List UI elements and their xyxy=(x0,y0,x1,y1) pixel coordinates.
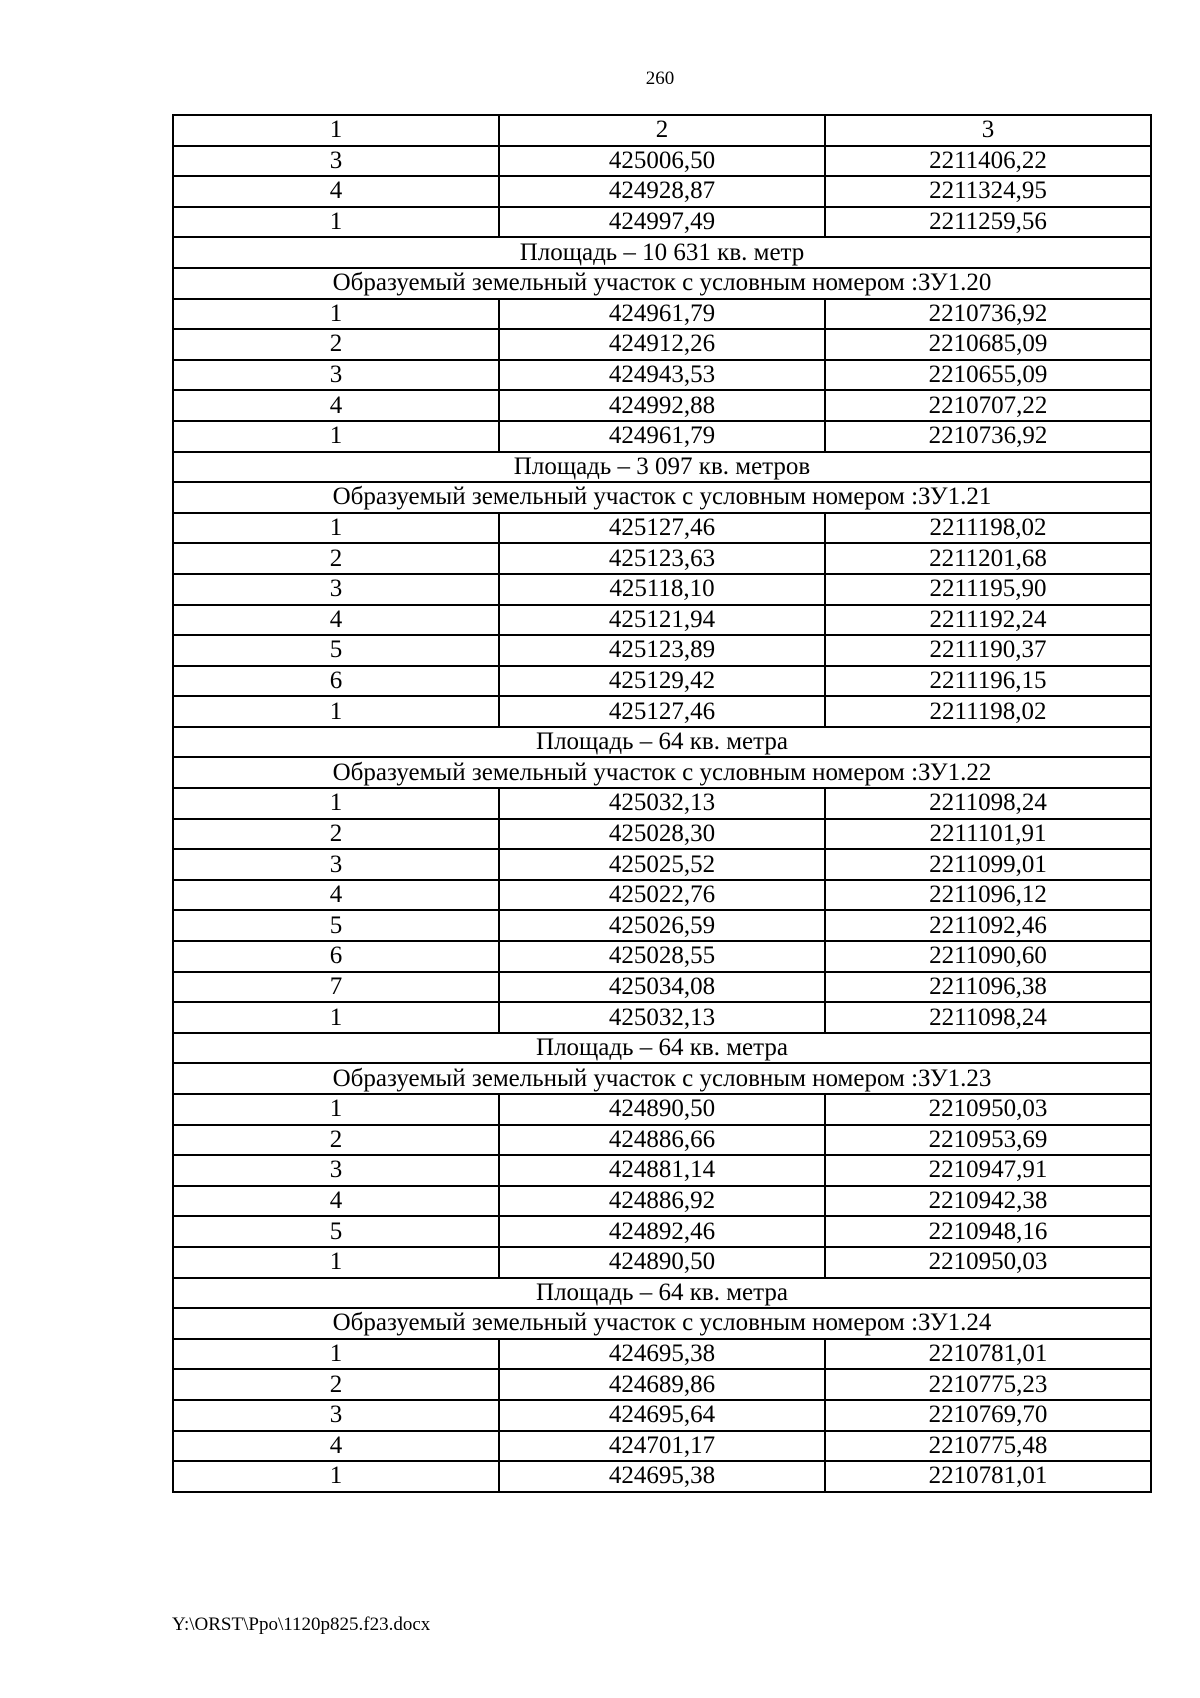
point-number-cell: 1 xyxy=(173,1339,499,1370)
table-row xyxy=(173,360,1151,391)
point-number-cell: 2 xyxy=(173,543,499,574)
point-number-cell: 4 xyxy=(173,880,499,911)
table-row xyxy=(173,1125,1151,1156)
x-coordinate-cell: 425032,13 xyxy=(499,788,825,819)
table-row xyxy=(173,146,1151,177)
table-caption-row xyxy=(173,482,1151,513)
table-row xyxy=(173,696,1151,727)
point-number-cell: 4 xyxy=(173,1431,499,1462)
point-number-cell: 3 xyxy=(173,146,499,177)
table-caption-row xyxy=(173,452,1151,483)
x-coordinate-cell: 424890,50 xyxy=(499,1094,825,1125)
table-row xyxy=(173,849,1151,880)
y-coordinate-cell: 2211101,91 xyxy=(825,819,1151,850)
x-coordinate-cell: 424881,14 xyxy=(499,1155,825,1186)
table-row xyxy=(173,1155,1151,1186)
y-coordinate-cell: 2210736,92 xyxy=(825,421,1151,452)
x-coordinate-cell: 425032,13 xyxy=(499,1002,825,1033)
x-coordinate-cell: 424689,86 xyxy=(499,1369,825,1400)
x-coordinate-cell: 424695,38 xyxy=(499,1461,825,1492)
y-coordinate-cell: 2211096,12 xyxy=(825,880,1151,911)
x-coordinate-cell: 424886,66 xyxy=(499,1125,825,1156)
y-coordinate-cell: 2210948,16 xyxy=(825,1216,1151,1247)
point-number-cell: 6 xyxy=(173,666,499,697)
table-row xyxy=(173,390,1151,421)
y-coordinate-cell: 2210769,70 xyxy=(825,1400,1151,1431)
caption-cell: Площадь – 64 кв. метра xyxy=(173,1033,1151,1064)
table-row xyxy=(173,1431,1151,1462)
table-row xyxy=(173,513,1151,544)
point-number-cell: 5 xyxy=(173,910,499,941)
table-row xyxy=(173,1400,1151,1431)
x-coordinate-cell: 425127,46 xyxy=(499,696,825,727)
table-row xyxy=(173,666,1151,697)
point-number-cell: 3 xyxy=(173,1400,499,1431)
y-coordinate-cell: 2211090,60 xyxy=(825,941,1151,972)
x-coordinate-cell: 425123,89 xyxy=(499,635,825,666)
header-cell-point: 1 xyxy=(173,115,499,146)
y-coordinate-cell: 2211195,90 xyxy=(825,574,1151,605)
x-coordinate-cell: 425028,55 xyxy=(499,941,825,972)
y-coordinate-cell: 2211098,24 xyxy=(825,788,1151,819)
table-header-row xyxy=(173,115,1151,146)
y-coordinate-cell: 2210947,91 xyxy=(825,1155,1151,1186)
x-coordinate-cell: 424961,79 xyxy=(499,421,825,452)
point-number-cell: 2 xyxy=(173,1125,499,1156)
point-number-cell: 1 xyxy=(173,513,499,544)
point-number-cell: 3 xyxy=(173,849,499,880)
coordinates-table xyxy=(172,114,1152,1493)
y-coordinate-cell: 2211406,22 xyxy=(825,146,1151,177)
table-row xyxy=(173,1186,1151,1217)
table-row xyxy=(173,1002,1151,1033)
table-row xyxy=(173,880,1151,911)
caption-cell: Образуемый земельный участок с условным номером :ЗУ1.20 xyxy=(173,268,1151,299)
point-number-cell: 1 xyxy=(173,696,499,727)
y-coordinate-cell: 2211092,46 xyxy=(825,910,1151,941)
x-coordinate-cell: 425025,52 xyxy=(499,849,825,880)
x-coordinate-cell: 424892,46 xyxy=(499,1216,825,1247)
y-coordinate-cell: 2210781,01 xyxy=(825,1461,1151,1492)
table-row xyxy=(173,329,1151,360)
caption-cell: Образуемый земельный участок с условным номером :ЗУ1.23 xyxy=(173,1063,1151,1094)
y-coordinate-cell: 2210775,23 xyxy=(825,1369,1151,1400)
point-number-cell: 2 xyxy=(173,819,499,850)
point-number-cell: 1 xyxy=(173,299,499,330)
caption-cell: Образуемый земельный участок с условным номером :ЗУ1.24 xyxy=(173,1308,1151,1339)
point-number-cell: 4 xyxy=(173,176,499,207)
table-caption-row xyxy=(173,727,1151,758)
y-coordinate-cell: 2210781,01 xyxy=(825,1339,1151,1370)
x-coordinate-cell: 425127,46 xyxy=(499,513,825,544)
y-coordinate-cell: 2210685,09 xyxy=(825,329,1151,360)
y-coordinate-cell: 2210655,09 xyxy=(825,360,1151,391)
x-coordinate-cell: 425022,76 xyxy=(499,880,825,911)
y-coordinate-cell: 2210953,69 xyxy=(825,1125,1151,1156)
x-coordinate-cell: 424992,88 xyxy=(499,390,825,421)
table-row xyxy=(173,1247,1151,1278)
table-row xyxy=(173,574,1151,605)
x-coordinate-cell: 425026,59 xyxy=(499,910,825,941)
point-number-cell: 1 xyxy=(173,788,499,819)
point-number-cell: 5 xyxy=(173,1216,499,1247)
x-coordinate-cell: 425118,10 xyxy=(499,574,825,605)
x-coordinate-cell: 424695,64 xyxy=(499,1400,825,1431)
table-row xyxy=(173,788,1151,819)
table-row xyxy=(173,1216,1151,1247)
table-row xyxy=(173,1094,1151,1125)
caption-cell: Площадь – 64 кв. метра xyxy=(173,1278,1151,1309)
x-coordinate-cell: 424928,87 xyxy=(499,176,825,207)
table-row xyxy=(173,1339,1151,1370)
table-row xyxy=(173,635,1151,666)
table-row xyxy=(173,543,1151,574)
y-coordinate-cell: 2211324,95 xyxy=(825,176,1151,207)
y-coordinate-cell: 2210950,03 xyxy=(825,1247,1151,1278)
point-number-cell: 4 xyxy=(173,390,499,421)
x-coordinate-cell: 424890,50 xyxy=(499,1247,825,1278)
caption-cell: Площадь – 64 кв. метра xyxy=(173,727,1151,758)
x-coordinate-cell: 425028,30 xyxy=(499,819,825,850)
point-number-cell: 7 xyxy=(173,972,499,1003)
point-number-cell: 6 xyxy=(173,941,499,972)
table-caption-row xyxy=(173,1063,1151,1094)
table-row xyxy=(173,972,1151,1003)
caption-cell: Образуемый земельный участок с условным номером :ЗУ1.22 xyxy=(173,757,1151,788)
point-number-cell: 1 xyxy=(173,1002,499,1033)
table-row xyxy=(173,941,1151,972)
x-coordinate-cell: 425121,94 xyxy=(499,605,825,636)
page-number: 260 xyxy=(645,68,675,89)
point-number-cell: 3 xyxy=(173,574,499,605)
x-coordinate-cell: 424695,38 xyxy=(499,1339,825,1370)
caption-cell: Образуемый земельный участок с условным номером :ЗУ1.21 xyxy=(173,482,1151,513)
x-coordinate-cell: 424961,79 xyxy=(499,299,825,330)
table-caption-row xyxy=(173,1308,1151,1339)
point-number-cell: 3 xyxy=(173,1155,499,1186)
y-coordinate-cell: 2210950,03 xyxy=(825,1094,1151,1125)
point-number-cell: 1 xyxy=(173,1247,499,1278)
y-coordinate-cell: 2210707,22 xyxy=(825,390,1151,421)
y-coordinate-cell: 2211099,01 xyxy=(825,849,1151,880)
table-caption-row xyxy=(173,237,1151,268)
coordinates-table-body xyxy=(173,115,1151,1492)
point-number-cell: 2 xyxy=(173,1369,499,1400)
table-row xyxy=(173,1461,1151,1492)
x-coordinate-cell: 424912,26 xyxy=(499,329,825,360)
table-row xyxy=(173,299,1151,330)
table-row xyxy=(173,1369,1151,1400)
table-row xyxy=(173,910,1151,941)
y-coordinate-cell: 2211198,02 xyxy=(825,696,1151,727)
table-row xyxy=(173,176,1151,207)
header-cell-x: 2 xyxy=(499,115,825,146)
x-coordinate-cell: 425129,42 xyxy=(499,666,825,697)
point-number-cell: 1 xyxy=(173,1461,499,1492)
point-number-cell: 1 xyxy=(173,1094,499,1125)
point-number-cell: 1 xyxy=(173,207,499,238)
point-number-cell: 1 xyxy=(173,421,499,452)
x-coordinate-cell: 424943,53 xyxy=(499,360,825,391)
table-caption-row xyxy=(173,268,1151,299)
x-coordinate-cell: 424997,49 xyxy=(499,207,825,238)
caption-cell: Площадь – 10 631 кв. метр xyxy=(173,237,1151,268)
y-coordinate-cell: 2211190,37 xyxy=(825,635,1151,666)
x-coordinate-cell: 425123,63 xyxy=(499,543,825,574)
x-coordinate-cell: 424886,92 xyxy=(499,1186,825,1217)
x-coordinate-cell: 424701,17 xyxy=(499,1431,825,1462)
y-coordinate-cell: 2211259,56 xyxy=(825,207,1151,238)
point-number-cell: 2 xyxy=(173,329,499,360)
point-number-cell: 5 xyxy=(173,635,499,666)
y-coordinate-cell: 2210942,38 xyxy=(825,1186,1151,1217)
x-coordinate-cell: 425006,50 xyxy=(499,146,825,177)
point-number-cell: 4 xyxy=(173,605,499,636)
table-row xyxy=(173,605,1151,636)
y-coordinate-cell: 2211096,38 xyxy=(825,972,1151,1003)
table-row xyxy=(173,207,1151,238)
y-coordinate-cell: 2211098,24 xyxy=(825,1002,1151,1033)
y-coordinate-cell: 2211201,68 xyxy=(825,543,1151,574)
header-cell-y: 3 xyxy=(825,115,1151,146)
caption-cell: Площадь – 3 097 кв. метров xyxy=(173,452,1151,483)
y-coordinate-cell: 2211198,02 xyxy=(825,513,1151,544)
point-number-cell: 3 xyxy=(173,360,499,391)
footer-file-path: Y:\ORST\Ppo\1120p825.f23.docx xyxy=(172,1614,431,1635)
x-coordinate-cell: 425034,08 xyxy=(499,972,825,1003)
table-caption-row xyxy=(173,757,1151,788)
table-row xyxy=(173,819,1151,850)
y-coordinate-cell: 2211192,24 xyxy=(825,605,1151,636)
y-coordinate-cell: 2211196,15 xyxy=(825,666,1151,697)
y-coordinate-cell: 2210775,48 xyxy=(825,1431,1151,1462)
table-caption-row xyxy=(173,1278,1151,1309)
table-row xyxy=(173,421,1151,452)
table-caption-row xyxy=(173,1033,1151,1064)
point-number-cell: 4 xyxy=(173,1186,499,1217)
y-coordinate-cell: 2210736,92 xyxy=(825,299,1151,330)
